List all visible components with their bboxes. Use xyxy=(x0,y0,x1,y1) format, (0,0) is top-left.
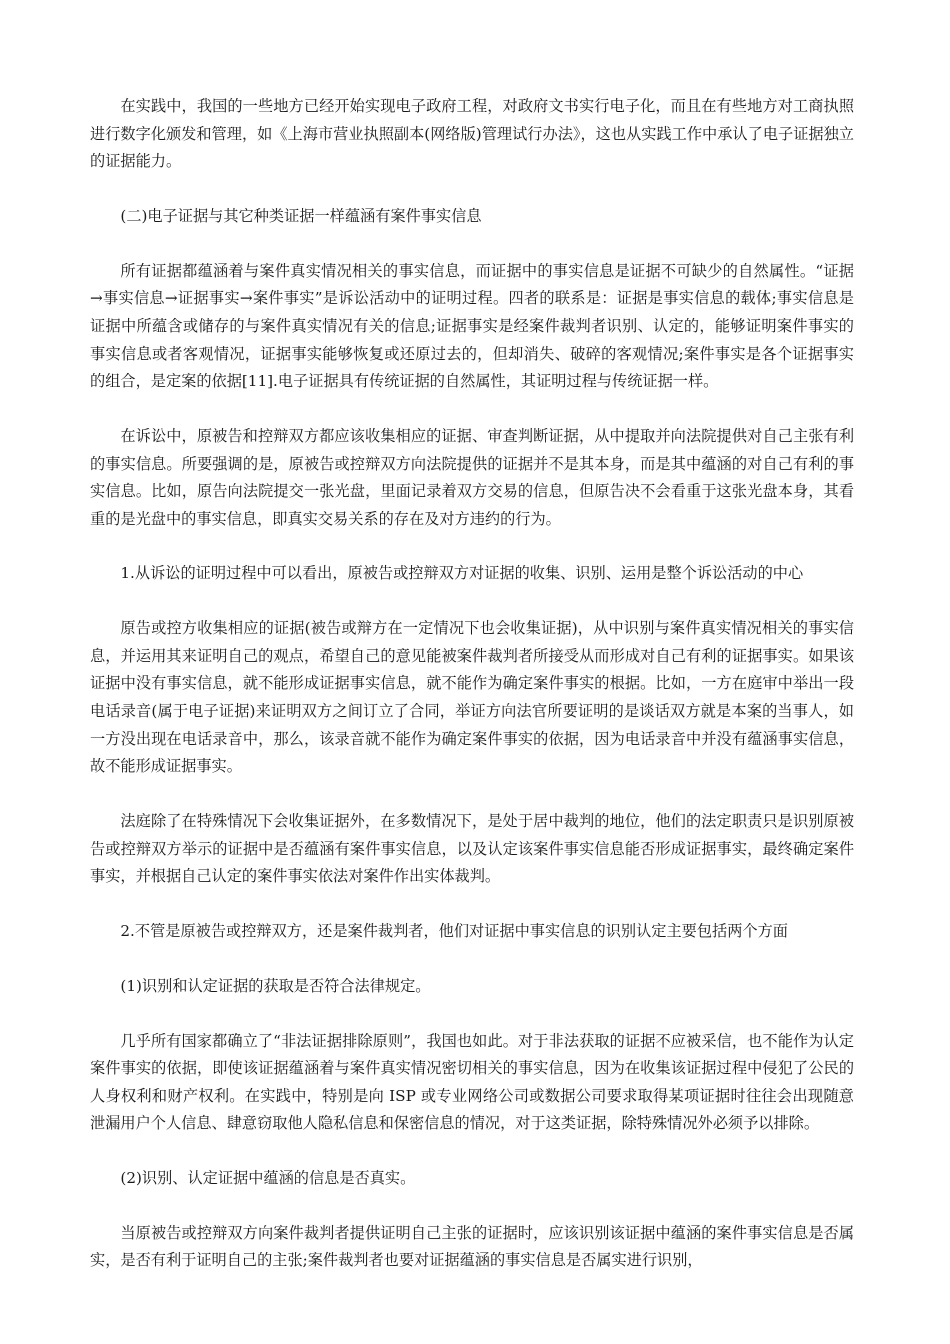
subheading-1: 1.从诉讼的证明过程中可以看出，原被告或控辩双方对证据的收集、识别、运用是整个诉讼活动的中心 xyxy=(120,564,804,583)
paragraph-truthfulness: 当原被告或控辩双方向案件裁判者提供证明自己主张的证据时，应该识别该证据中蕴涵的案件事实信息是否属实，是否有利于证明自己的主张;案件裁判者也要对证据蕴涵的事实信息是否属实进行识别， xyxy=(90,1223,854,1270)
paragraph-court-role: 法庭除了在特殊情况下会收集证据外，在多数情况下，是处于居中裁判的地位，他们的法定职责只是识别原被告或控辩双方举示的证据中是否蕴涵有案件事实信息，以及认定该案件事实信息能否形成证据事实，最终确定案件事实，并根据自己认定的案件事实依法对案件作出实体裁判。 xyxy=(90,812,854,886)
list-item-1: (1)识别和认定证据的获取是否符合法律规定。 xyxy=(120,976,431,995)
paragraph-fact-information: 所有证据都蕴涵着与案件真实情况相关的事实信息，而证据中的事实信息是证据不可缺少的自然属性。“证据→事实信息→证据事实→案件事实”是诉讼活动中的证明过程。四者的联系是：证据是事实信息的载体;事实信息是证据中所蕴含或储存的与案件真实情况有关的信息;证据事实是经案件裁判者识别、认定的，能够证明案件事实的事实信息或者客观情况，证据事实能够恢复或还原过去的，但却消失、破碎的客观情况;案件事实是各个证据事实的组合，是定案的依据[11].电子证据具有传统证据的自然属性，其证明过程与传统证据一样。 xyxy=(90,261,854,391)
list-item-2: (2)识别、认定证据中蕴涵的信息是否真实。 xyxy=(120,1169,416,1188)
paragraph-exclusion-rule: 几乎所有国家都确立了“非法证据排除原则”，我国也如此。对于非法获取的证据不应被采信，也不能作为认定案件事实的依据，即使该证据蕴涵着与案件真实情况密切相关的事实信息，因为在收集该证据过程中侵犯了公民的人身权利和财产权利。在实践中，特别是向 ISP 或专业网络公司或数据公司要求取得某项证据时往往会出现随意泄漏用户个人信息、肆意窃取他人隐私信息和保密信息的情况，对于这类证据，除特殊情况外必须予以排除。 xyxy=(90,1031,854,1133)
paragraph-plaintiff-evidence: 原告或控方收集相应的证据(被告或辩方在一定情况下也会收集证据)，从中识别与案件真实情况相关的事实信息，并运用其来证明自己的观点，希望自己的意见能被案件裁判者所接受从而形成对自己有利的证据事实。如果该证据中没有事实信息，就不能形成证据事实信息，就不能作为确定案件事实的根据。比如，一方在庭审中举出一段电话录音(属于电子证据)来证明双方之间订立了合同，举证方向法官所要证明的是谈话双方就是本案的当事人，如一方没出现在电话录音中，那么，该录音就不能作为确定案件事实的依据，因为电话录音中并没有蕴涵事实信息，故不能形成证据事实。 xyxy=(90,619,854,776)
paragraph-e-government: 在实践中，我国的一些地方已经开始实现电子政府工程，对政府文书实行电子化，而且在有些地方对工商执照进行数字化颁发和管理，如《上海市营业执照副本(网络版)管理试行办法》，这也从实践工作中承认了电子证据独立的证据能力。 xyxy=(90,97,854,171)
section-heading-2: (二)电子证据与其它种类证据一样蕴涵有案件事实信息 xyxy=(120,206,482,225)
document-page xyxy=(90,93,854,1275)
subheading-2: 2.不管是原被告或控辩双方，还是案件裁判者，他们对证据中事实信息的识别认定主要包括两个方面 xyxy=(120,921,788,940)
paragraph-litigation: 在诉讼中，原被告和控辩双方都应该收集相应的证据、审查判断证据，从中提取并向法院提供对自己主张有利的事实信息。所要强调的是，原被告或控辩双方向法院提供的证据并不是其本身，而是其中蕴涵的对自己有利的事实信息。比如，原告向法院提交一张光盘，里面记录着双方交易的信息，但原告决不会看重于这张光盘本身，其看重的是光盘中的事实信息，即真实交易关系的存在及对方违约的行为。 xyxy=(90,426,854,528)
